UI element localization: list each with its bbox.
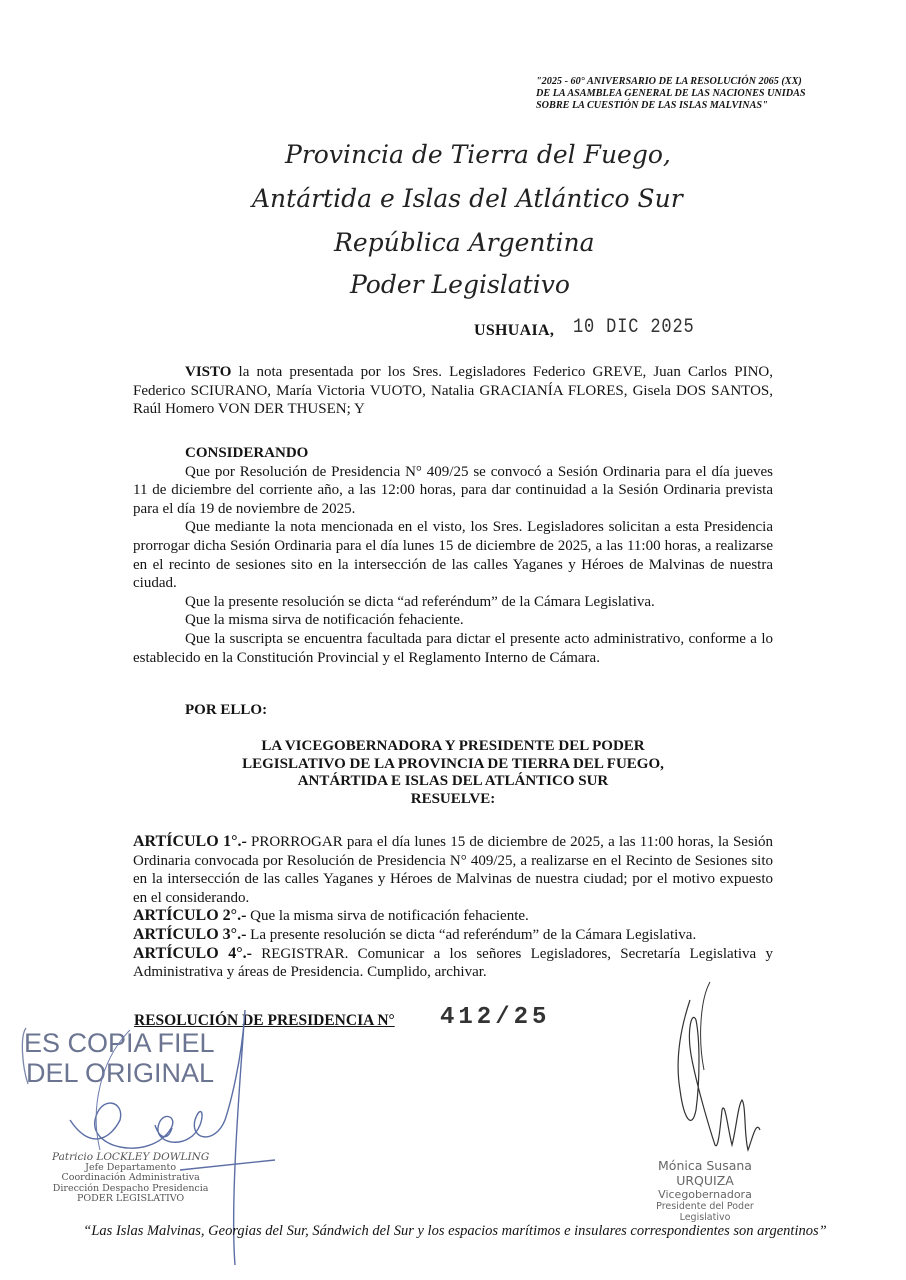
right-signatory-name: Mónica Susana URQUIZA	[658, 1158, 752, 1188]
copy-stamp-line-1: ES COPIA FIEL	[24, 1028, 215, 1058]
article-4	[133, 945, 773, 982]
articles-section	[133, 833, 773, 982]
article-label: ARTÍCULO 2°.-	[133, 907, 247, 925]
resolution-number: 412/25	[440, 1004, 551, 1031]
left-signatory-role: Dirección Despacho Presidencia	[52, 1182, 209, 1194]
visto-paragraph	[133, 363, 773, 419]
anniversary-header	[536, 76, 866, 112]
por-ello-label: POR ELLO:	[185, 702, 268, 718]
resolution-number-label: RESOLUCIÓN DE PRESIDENCIA N°	[134, 1012, 395, 1029]
article-text: PRORROGAR para el día lunes 15 de diciembre de 2025, a las 11:00 horas, la Sesión Ordinaria convocada por Resolución de Presidencia N° 409/25, a realizarse en el Recinto de Sesiones sito en la intersección de las calles Yaganes y Héroes de Malvinas de nuestra ciudad; por el motivo expuesto en el considerando.	[133, 834, 773, 906]
left-signatory-role: Coordinación Administrativa	[61, 1172, 200, 1183]
article-text: Que la misma sirva de notificación fehaciente.	[246, 908, 529, 925]
copy-stamp-line-2: DEL ORIGINAL	[26, 1058, 215, 1088]
footer-quote: “Las Islas Malvinas, Georgias del Sur, Sándwich del Sur y los espacios marítimos e insulares correspondientes son argentinos”	[83, 1223, 827, 1239]
anniversary-line-1: "2025 - 60° ANIVERSARIO DE LA RESOLUCIÓN 2065 (XX)	[536, 76, 802, 87]
letterhead-republica: República Argentina	[334, 228, 595, 257]
visto-text: la nota presentada por los Sres. Legisladores Federico GREVE, Juan Carlos PINO, Federico SCIURANO, María Victoria VUOTO, Natalia GRACIANÍA FLORES, Gisela DOS SANTOS, Raúl Homero VON DER THUSEN; Y	[133, 364, 773, 418]
article-3	[133, 926, 773, 945]
anniversary-line-3: SOBRE LA CUESTIÓN DE LAS ISLAS MALVINAS"	[536, 100, 768, 111]
right-signatory-role: Vicegobernadora	[658, 1188, 752, 1201]
considerando-section	[133, 444, 773, 667]
heading-line-1: LA VICEGOBERNADORA Y PRESIDENTE DEL PODER	[261, 738, 645, 754]
article-text: REGISTRAR. Comunicar a los señores Legisladores, Secretaría Legislativa y Administrativa y áreas de Presidencia. Cumplido, archivar.	[133, 945, 773, 981]
right-signature	[620, 980, 790, 1165]
letterhead-poder: Poder Legislativo	[350, 270, 570, 299]
considerando-paragraph: Que por Resolución de Presidencia N° 409/25 se convocó a Sesión Ordinaria para el día jueves 11 de diciembre del corriente año, a las 12:00 horas, para dar continuidad a la Sesión Ordinaria prevista para el día 19 de noviembre de 2025.	[133, 463, 773, 517]
considerando-paragraph: Que la presente resolución se dicta “ad referéndum” de la Cámara Legislativa.	[185, 593, 655, 610]
heading-line-4: RESUELVE:	[410, 790, 496, 807]
resolution-heading	[140, 738, 766, 808]
heading-line-2: LEGISLATIVO DE LA PROVINCIA DE TIERRA DEL FUEGO,	[242, 755, 664, 772]
anniversary-line-2: DE LA ASAMBLEA GENERAL DE LAS NACIONES UNIDAS	[536, 88, 806, 99]
article-text: La presente resolución se dicta “ad referéndum” de la Cámara Legislativa.	[246, 926, 697, 943]
date-stamp: 10 DIC 2025	[573, 316, 695, 339]
article-2	[133, 907, 773, 926]
place: USHUAIA,	[474, 322, 555, 339]
letterhead-antartida: Antártida e Islas del Atlántico Sur	[252, 184, 683, 213]
considerando-paragraph: Que mediante la nota mencionada en el visto, los Sres. Legisladores solicitan a esta Presidencia prorrogar dicha Sesión Ordinaria para el día lunes 15 de diciembre de 2025, a las 11:00 horas, a realizarse en el recinto de sesiones sito en la intersección de las calles Yaganes y Héroes de Malvinas de nuestra ciudad.	[133, 519, 773, 592]
right-signatory	[630, 1158, 780, 1223]
left-signatory-name: Patricio LOCKLEY DOWLING	[52, 1151, 210, 1163]
letterhead-province: Provincia de Tierra del Fuego,	[285, 140, 671, 169]
article-label: ARTÍCULO 1°.-	[133, 833, 247, 850]
considerando-paragraph: Que la misma sirva de notificación fehaciente.	[185, 612, 464, 629]
left-signatory-role: PODER LEGISLATIVO	[77, 1193, 185, 1204]
right-signatory-role: Presidente del Poder Legislativo	[656, 1201, 754, 1223]
visto-label: VISTO	[185, 364, 232, 380]
heading-line-3: ANTÁRTIDA E ISLAS DEL ATLÁNTICO SUR	[297, 773, 609, 789]
left-signatory	[52, 1152, 209, 1205]
considerando-paragraph: Que la suscripta se encuentra facultada para dictar el presente acto administrativo, conforme a lo establecido en la Constitución Provincial y el Reglamento Interno de Cámara.	[133, 630, 773, 666]
left-signatory-role: Jefe Departamento	[85, 1161, 177, 1173]
considerando-label: CONSIDERANDO	[185, 445, 309, 461]
article-label: ARTÍCULO 3°.-	[133, 925, 247, 943]
article-1	[133, 833, 773, 907]
article-label: ARTÍCULO 4°.-	[133, 944, 252, 962]
